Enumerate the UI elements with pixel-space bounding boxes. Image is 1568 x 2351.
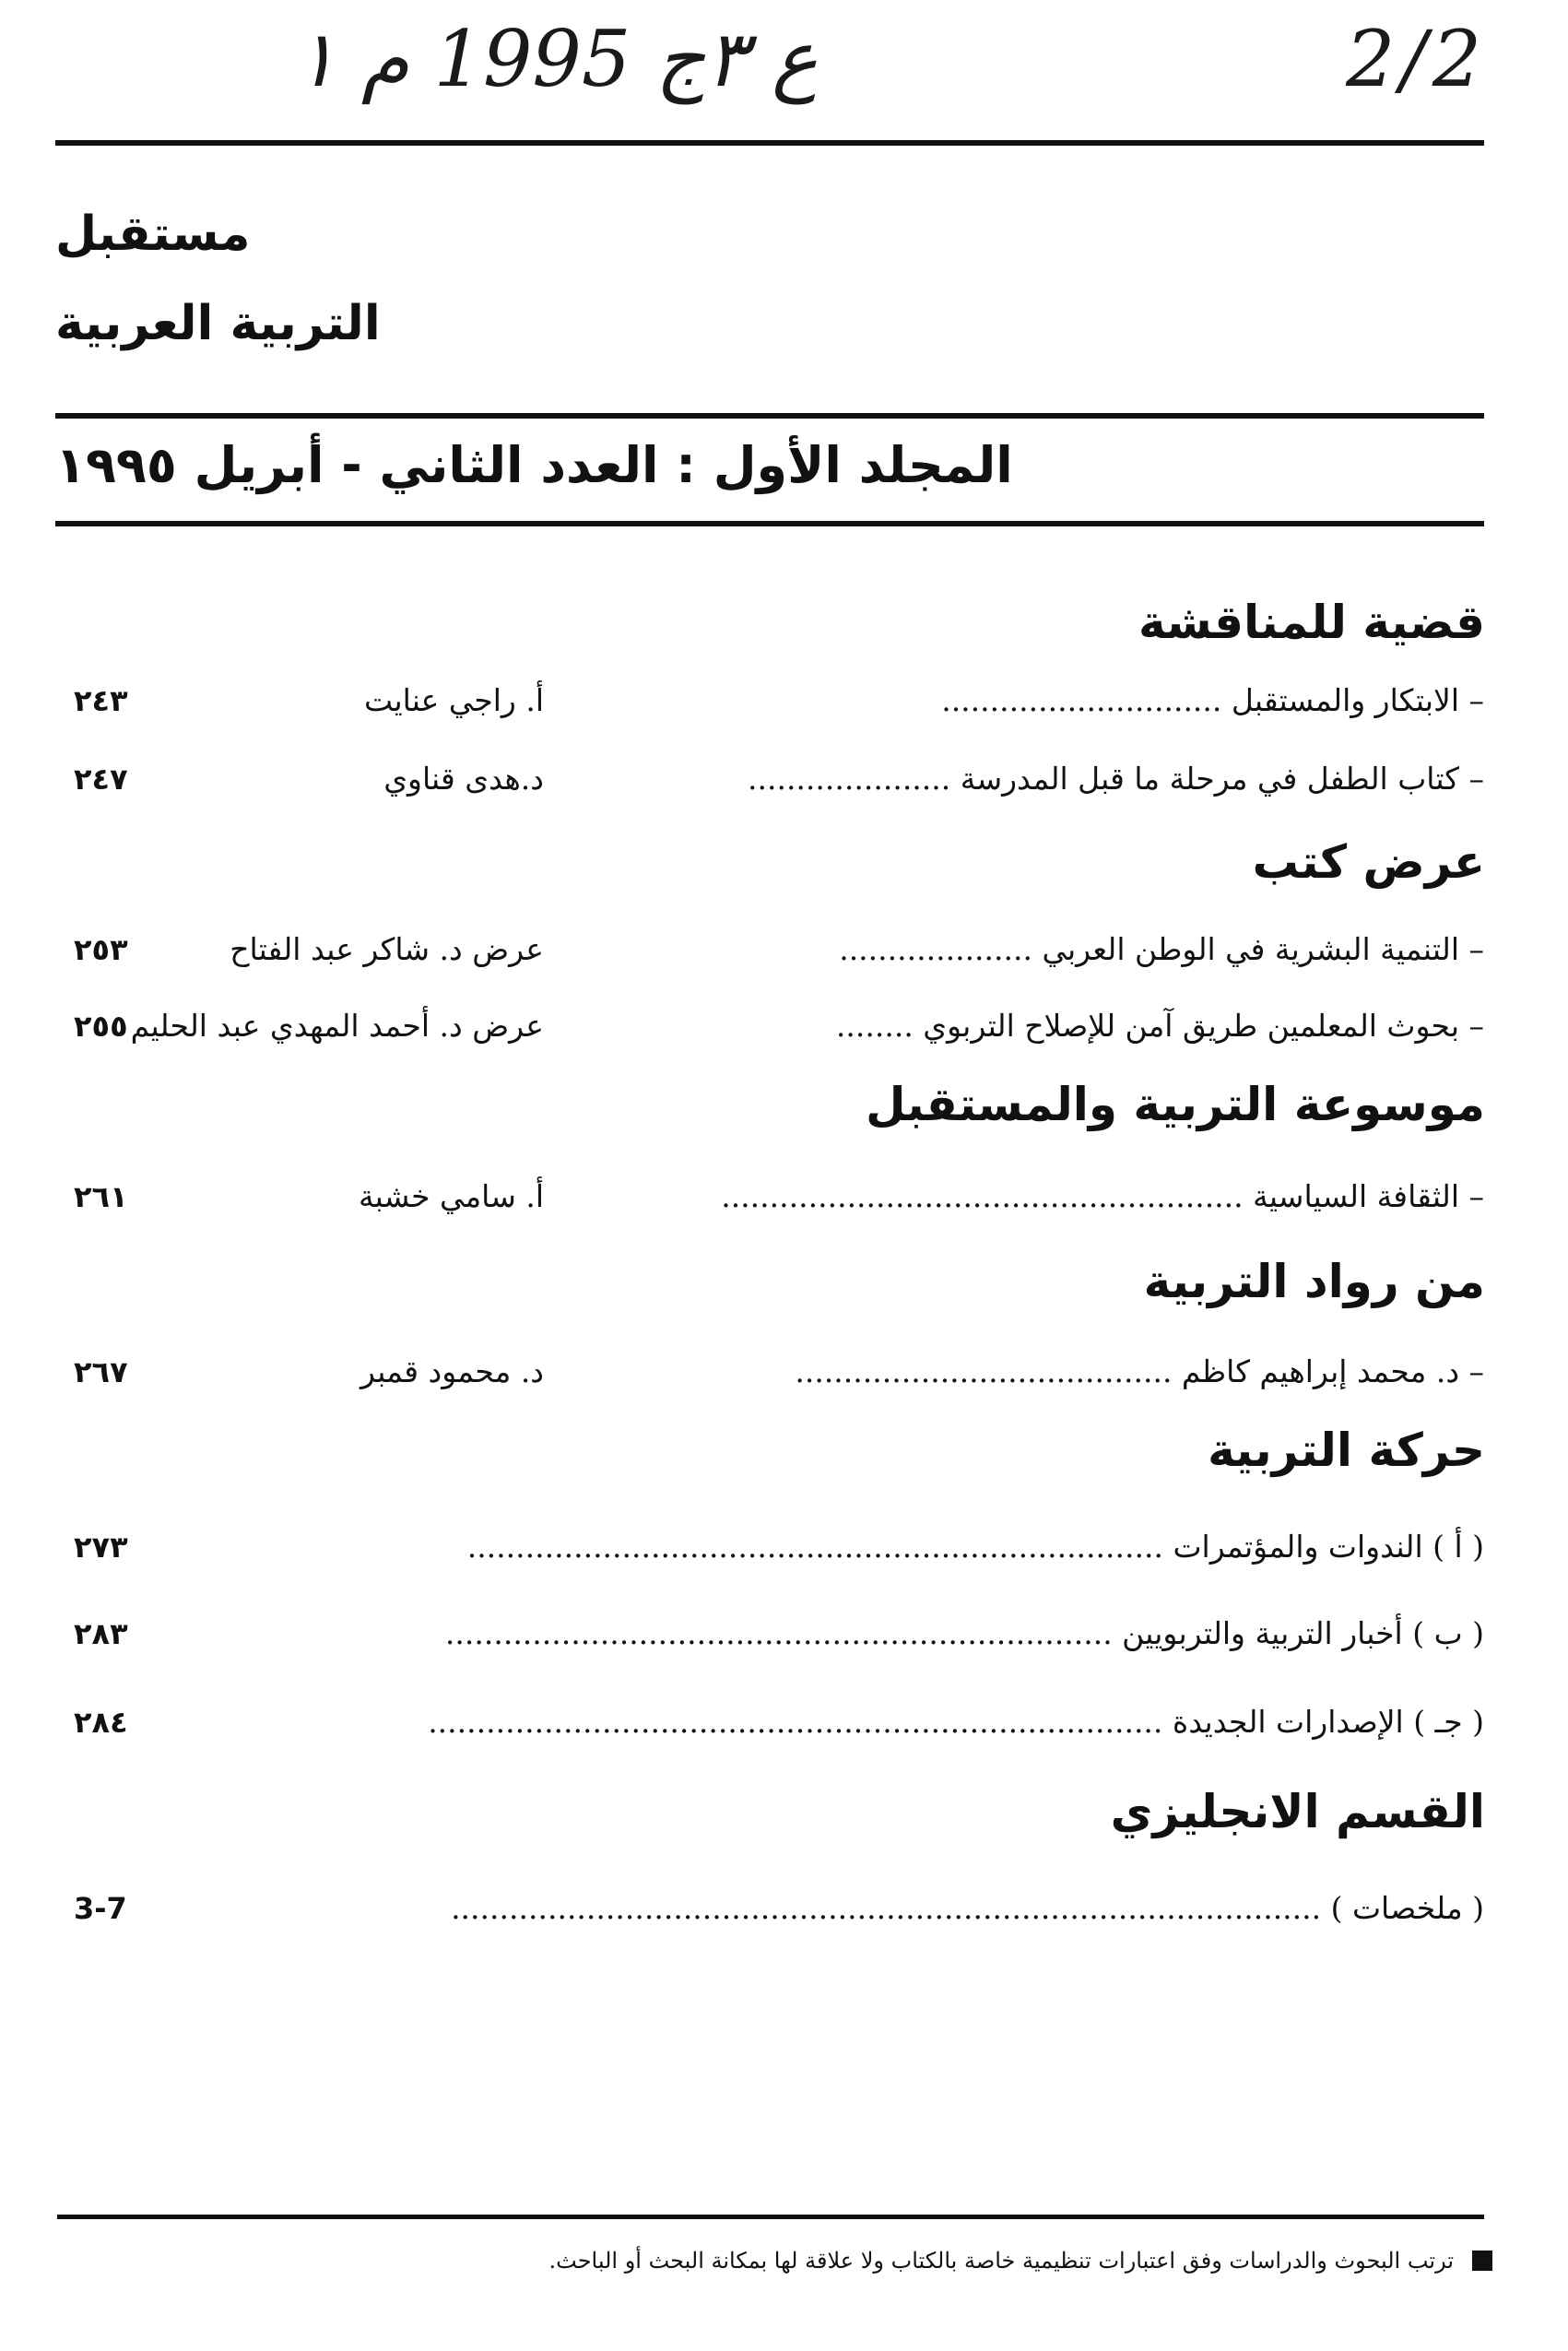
toc-entry[interactable]: [74, 1169, 1484, 1224]
toc-entry-author: أ. سامي خشبة: [358, 1178, 544, 1214]
toc-entry-title: ( ملخصات ) ..........................................................................................: [451, 1890, 1484, 1926]
volume-issue-line: المجلد الأول : العدد الثاني - أبريل ١٩٩٥: [55, 436, 1013, 494]
toc-entry[interactable]: [74, 922, 1484, 977]
footer-rule: [57, 2215, 1484, 2219]
toc-entry-title: – الابتكار والمستقبل .............................: [941, 682, 1484, 718]
top-rule: [55, 140, 1484, 146]
toc-entry[interactable]: [74, 1606, 1484, 1661]
footer-note: [549, 2242, 1493, 2279]
toc-entry-page: ٢٨٣: [74, 1616, 128, 1651]
handwritten-note-right: 2/2: [1346, 14, 1488, 104]
toc-entry-page: ٢٧٣: [74, 1530, 128, 1565]
section-title: قضية للمناقشة: [1138, 596, 1485, 649]
toc-entry-title: ( جـ ) الإصدارات الجديدة ............................................................................: [428, 1704, 1484, 1740]
section-title: حركة التربية: [1208, 1424, 1485, 1477]
journal-title-line2: التربية العربية: [55, 296, 381, 351]
toc-entry[interactable]: [74, 1695, 1484, 1750]
title-rule: [55, 413, 1484, 419]
toc-entry[interactable]: [74, 1519, 1484, 1575]
toc-entry-page: ٢٨٤: [74, 1705, 128, 1740]
toc-entry-author: عرض د. أحمد المهدي عبد الحليم: [130, 1008, 544, 1044]
toc-entry-title: ( أ ) الندوات والمؤتمرات ........................................................................: [466, 1529, 1484, 1565]
toc-entry-author: د.هدى قناوي: [383, 761, 544, 797]
toc-entry[interactable]: [74, 1344, 1484, 1400]
toc-entry-title: – د. محمد إبراهيم كاظم .......................................: [795, 1353, 1484, 1389]
section-title: عرض كتب: [1252, 835, 1485, 889]
toc-entry[interactable]: [74, 673, 1484, 728]
footer-note-text: ترتب البحوث والدراسات وفق اعتبارات تنظيمية خاصة بالكتاب ولا علاقة لها بمكانة البحث أو الباحث.: [548, 2248, 1454, 2274]
volume-rule: [55, 521, 1484, 526]
toc-entry-title: – التنمية البشرية في الوطن العربي ....................: [839, 931, 1484, 967]
toc-entry[interactable]: [74, 751, 1484, 807]
section-title: موسوعة التربية والمستقبل: [866, 1078, 1485, 1131]
square-bullet-icon: [1472, 2251, 1492, 2271]
toc-entry-page: 3-7: [74, 1891, 127, 1926]
toc-entry-page: ٢٦١: [74, 1179, 128, 1214]
toc-entry-page: ٢٥٣: [74, 932, 128, 967]
section-title: من رواد التربية: [1143, 1255, 1485, 1308]
toc-entry-author: عرض د. شاكر عبد الفتاح: [230, 931, 544, 967]
toc-entry-page: ٢٤٧: [74, 762, 128, 797]
toc-entry-page: ٢٦٧: [74, 1354, 128, 1389]
toc-entry-title: ( ب ) أخبار التربية والتربويين .....................................................................: [444, 1615, 1484, 1651]
toc-entry-page: ٢٥٥: [74, 1009, 128, 1044]
toc-entry-title: – كتاب الطفل في مرحلة ما قبل المدرسة .....................: [747, 761, 1484, 797]
toc-entry-title: – الثقافة السياسية ......................................................: [721, 1178, 1484, 1214]
handwritten-note-left: ع ٣ج 1995 م ١: [295, 14, 819, 104]
toc-entry-author: د. محمود قمبر: [360, 1353, 544, 1389]
toc-entry-page: ٢٤٣: [74, 683, 128, 718]
toc-entry[interactable]: [74, 998, 1484, 1054]
toc-entry-title: – بحوث المعلمين طريق آمن للإصلاح التربوي ........: [835, 1008, 1484, 1044]
section-title: القسم الانجليزي: [1110, 1785, 1485, 1838]
toc-entry[interactable]: [74, 1881, 1484, 1936]
toc-entry-author: أ. راجي عنايت: [364, 682, 544, 718]
journal-title-line1: مستقبل: [55, 207, 251, 262]
